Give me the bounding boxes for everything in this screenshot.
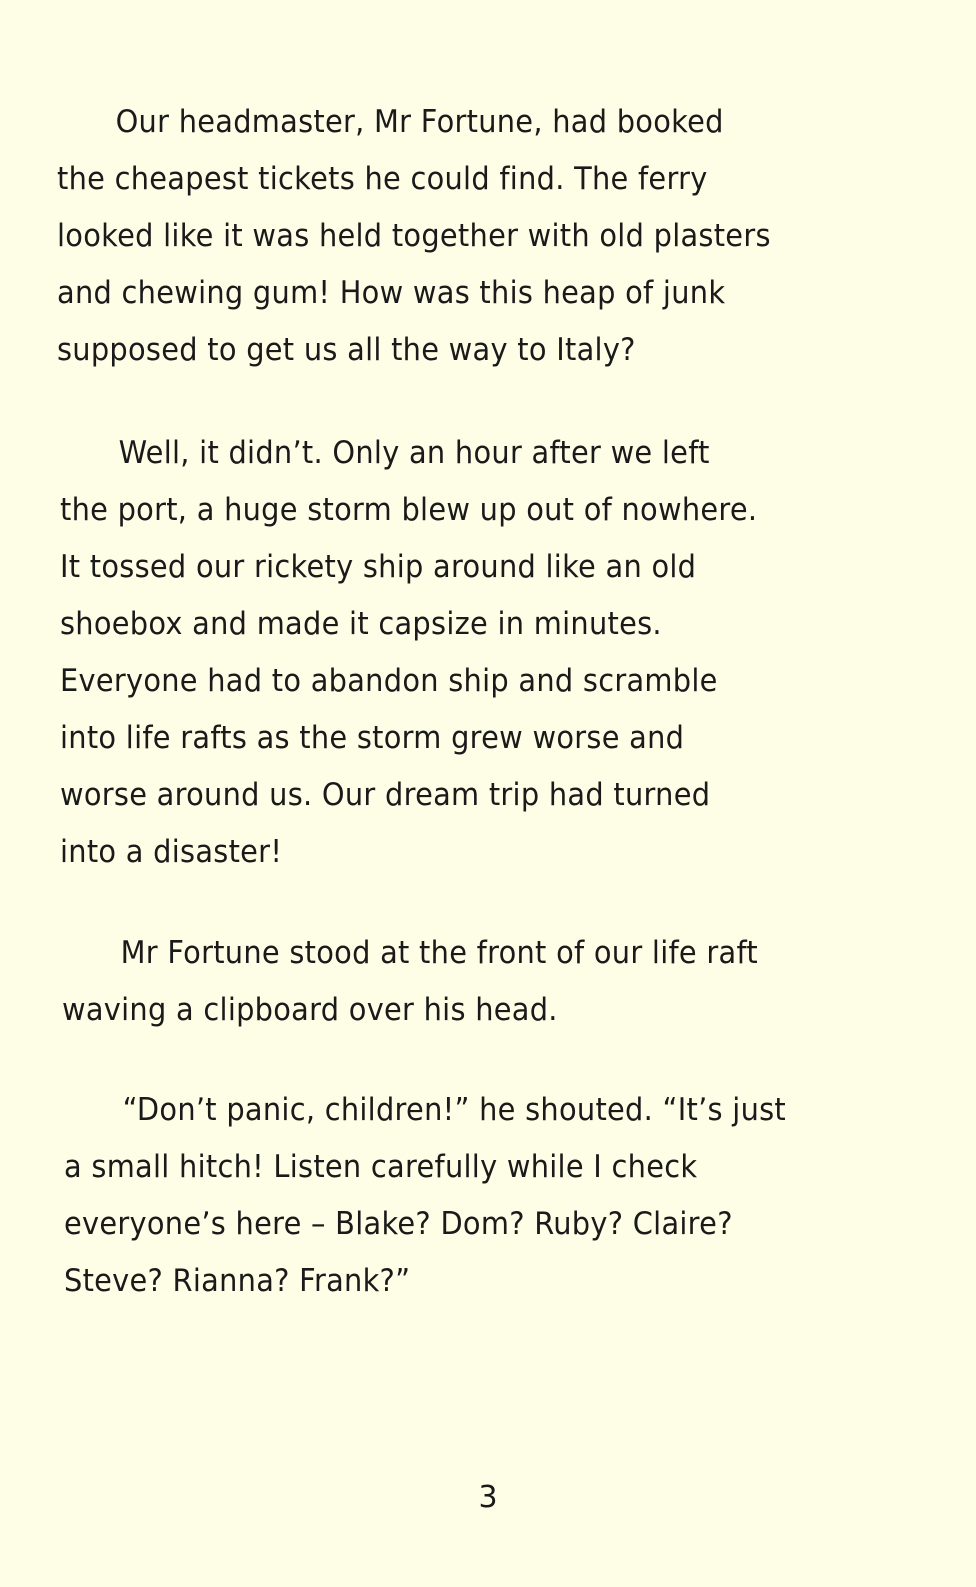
paragraph-ferry [57, 94, 927, 379]
text-line: the port, a huge storm blew up out of nowhere. [60, 492, 758, 528]
paragraph-storm [60, 425, 930, 881]
text-line: It tossed our rickety ship around like an old [60, 549, 697, 585]
text-line: looked like it was held together with old plasters [57, 218, 771, 254]
text-line: a small hitch! Listen carefully while I check [64, 1149, 698, 1185]
text-line: into life rafts as the storm grew worse and [60, 720, 685, 756]
paragraph-clipboard [62, 925, 932, 1039]
text-line: shoebox and made it capsize in minutes. [60, 606, 662, 642]
text-line: Well, it didn’t. Only an hour after we left [118, 435, 710, 471]
paragraph-dialogue [64, 1082, 934, 1310]
text-line: Everyone had to abandon ship and scramble [60, 663, 718, 699]
text-line: Our headmaster, Mr Fortune, had booked [115, 104, 724, 140]
text-line: into a disaster! [60, 834, 283, 870]
text-line: Steve? Rianna? Frank?” [64, 1263, 411, 1299]
text-line: the cheapest tickets he could find. The ferry [57, 161, 708, 197]
text-line: worse around us. Our dream trip had turned [60, 777, 711, 813]
page-number: 3 [478, 1480, 498, 1515]
text-line: and chewing gum! How was this heap of junk [57, 275, 726, 311]
text-line: Mr Fortune stood at the front of our life raft [120, 935, 758, 971]
text-line: supposed to get us all the way to Italy? [57, 332, 636, 368]
text-line: waving a clipboard over his head. [62, 992, 558, 1028]
text-line: “Don’t panic, children!” he shouted. “It’s just [122, 1092, 786, 1128]
text-line: everyone’s here – Blake? Dom? Ruby? Claire? [64, 1206, 733, 1242]
